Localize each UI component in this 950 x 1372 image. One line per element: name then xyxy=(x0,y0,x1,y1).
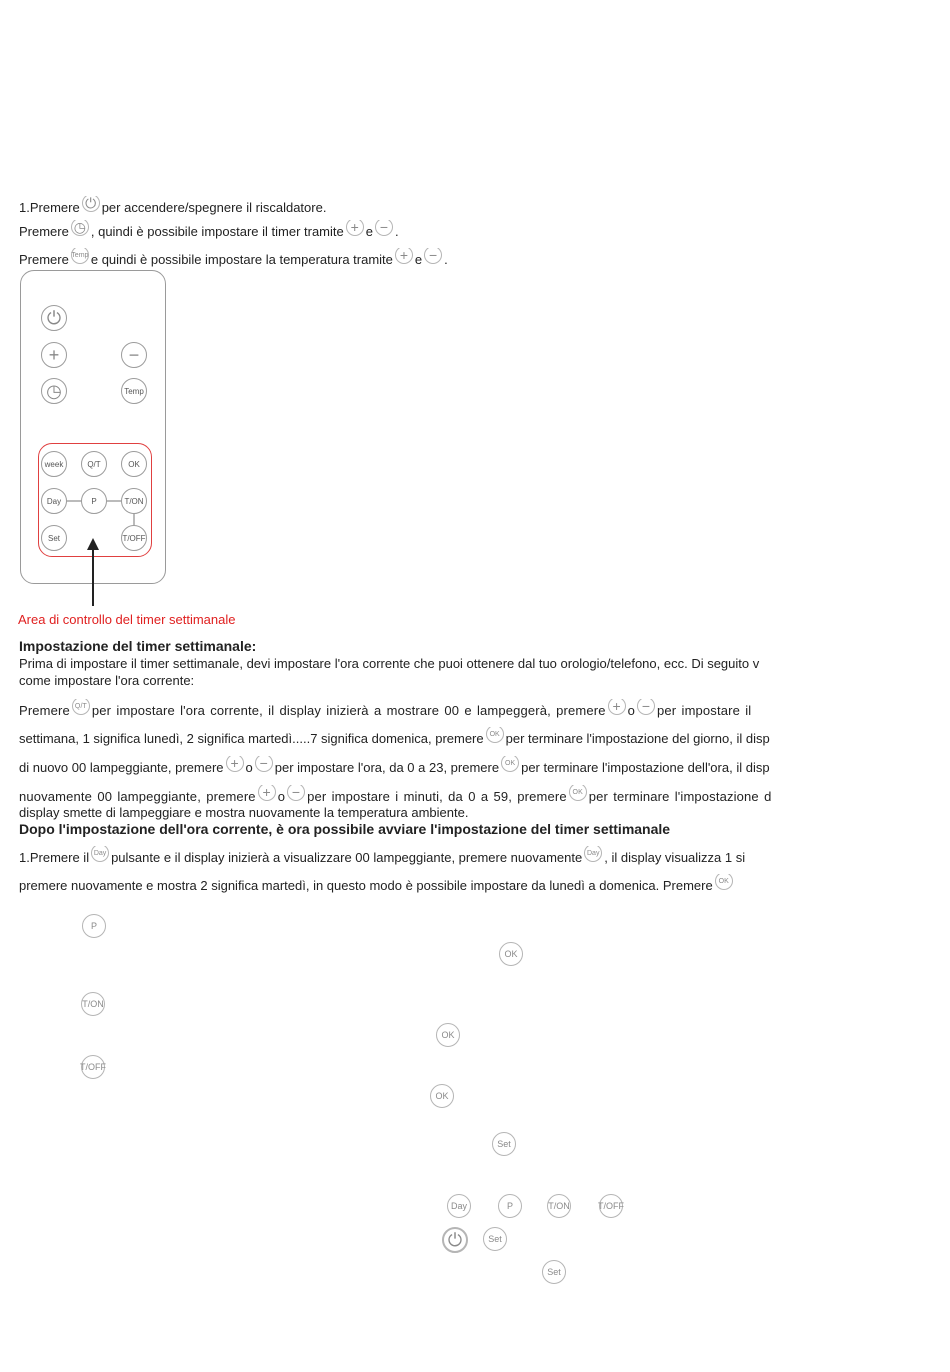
plus-icon: + xyxy=(226,756,244,772)
p-icon: P xyxy=(82,914,106,938)
body-text: o xyxy=(245,759,253,775)
remote-ok-button: OK xyxy=(121,451,147,477)
intro-text: e xyxy=(414,251,423,267)
intro-text: Premere xyxy=(19,223,69,239)
body-text: pulsante e il display inizierà a visualizzare 00 lampeggiante, premere nuovamente xyxy=(111,849,583,865)
minus-icon: − xyxy=(637,699,655,715)
body-text: premere nuovamente e mostra 2 significa martedì, in questo modo è possibile impostare da lunedì a domenica. Premere xyxy=(19,877,713,893)
toff-icon: T/OFF xyxy=(81,1055,105,1079)
intro-line-1 xyxy=(19,196,326,218)
intro-text: Premere xyxy=(19,251,69,267)
body-text: Prima di impostare il timer settimanale, devi impostare l'ora corrente che puoi ottenere dal tuo orologio/telefono, ecc. Di seguito v xyxy=(19,655,760,671)
plus-icon: + xyxy=(608,699,626,715)
clock-icon: ◷ xyxy=(71,220,89,236)
intro-text: , quindi è possibile impostare il timer tramite xyxy=(90,223,344,239)
para7-line xyxy=(19,846,845,868)
body-text: per impostare i minuti, da 0 a 59, premere xyxy=(307,788,567,804)
set-icon: Set xyxy=(483,1227,507,1251)
section-heading-2: Dopo l'impostazione dell'ora corrente, è ora possibile avviare l'impostazione del timer settimanale xyxy=(19,821,671,837)
body-text: 1.Premere il xyxy=(19,849,90,865)
remote-temp-button: Temp xyxy=(121,378,147,404)
para2-line xyxy=(19,699,845,721)
body-text: per impostare il xyxy=(657,702,752,718)
body-text: nuovamente 00 lampeggiante, premere xyxy=(19,788,256,804)
remote-p-button: P xyxy=(81,488,107,514)
para1-line2 xyxy=(19,669,845,691)
qt-icon: Q/T xyxy=(72,699,90,715)
intro-line-2 xyxy=(19,220,399,242)
p-icon: P xyxy=(498,1194,522,1218)
remote-ton-button: T/ON xyxy=(121,488,147,514)
day-icon: Day xyxy=(584,846,602,862)
ok-icon: OK xyxy=(436,1023,460,1047)
body-text: , il display visualizza 1 si xyxy=(604,849,746,865)
arrow-line xyxy=(92,548,94,606)
day-icon: Day xyxy=(91,846,109,862)
intro-text: 1.Premere xyxy=(19,199,80,215)
power-icon: ⏻ xyxy=(82,196,100,212)
intro-text: e quindi è possibile impostare la temperatura tramite xyxy=(90,251,393,267)
body-text: o xyxy=(277,788,286,804)
body-text: per impostare l'ora corrente, il display inizierà a mostrare 00 e lampeggerà, premere xyxy=(91,702,606,718)
temp-icon: Temp xyxy=(71,248,89,264)
para4-line xyxy=(19,756,845,778)
remote-week-button: week xyxy=(41,451,67,477)
toff-icon: T/OFF xyxy=(599,1194,623,1218)
ok-icon: OK xyxy=(715,874,733,890)
section-heading: Impostazione del timer settimanale: xyxy=(19,638,257,654)
plus-icon: + xyxy=(346,220,364,236)
intro-text: per accendere/spegnere il riscaldatore. xyxy=(101,199,327,215)
connector-line xyxy=(133,513,135,525)
ok-icon: OK xyxy=(569,785,587,801)
body-text: per terminare l'impostazione d xyxy=(588,788,772,804)
body-text: per terminare l'impostazione del giorno, il disp xyxy=(505,730,770,746)
remote-toff-button: T/OFF xyxy=(121,525,147,551)
para6-line xyxy=(19,801,845,823)
body-text: settimana, 1 significa lunedì, 2 significa martedì.....7 significa domenica, premere xyxy=(19,730,484,746)
set-icon: Set xyxy=(542,1260,566,1284)
remote-day-button: Day xyxy=(41,488,67,514)
ok-icon: OK xyxy=(499,942,523,966)
connector-line xyxy=(107,500,121,502)
minus-icon: − xyxy=(255,756,273,772)
day-icon: Day xyxy=(447,1194,471,1218)
ton-icon: T/ON xyxy=(547,1194,571,1218)
plus-icon: + xyxy=(258,785,276,801)
ton-icon: T/ON xyxy=(81,992,105,1016)
body-text: come impostare l'ora corrente: xyxy=(19,672,195,688)
intro-line-3 xyxy=(19,248,448,270)
remote-power-button: ⏻ xyxy=(41,305,67,331)
remote-clock-button: ◷ xyxy=(41,378,67,404)
set-icon: Set xyxy=(492,1132,516,1156)
body-text: o xyxy=(627,702,636,718)
remote-qt-button: Q/T xyxy=(81,451,107,477)
remote-plus-button: + xyxy=(41,342,67,368)
minus-icon: − xyxy=(375,220,393,236)
intro-text: . xyxy=(394,223,399,239)
para3-line xyxy=(19,727,845,749)
ok-icon: OK xyxy=(430,1084,454,1108)
body-text: Premere xyxy=(19,702,70,718)
power-icon: ⏻ xyxy=(442,1227,468,1253)
para8-line xyxy=(19,874,845,896)
minus-icon: − xyxy=(287,785,305,801)
body-text: per terminare l'impostazione dell'ora, il disp xyxy=(521,759,770,775)
ok-icon: OK xyxy=(501,756,519,772)
body-text: display smette di lampeggiare e mostra nuovamente la temperatura ambiente. xyxy=(19,804,469,820)
remote-minus-button: − xyxy=(121,342,147,368)
intro-text: . xyxy=(444,251,448,267)
remote-control-illustration xyxy=(20,270,166,584)
ok-icon: OK xyxy=(486,727,504,743)
plus-icon: + xyxy=(395,248,413,264)
body-text: di nuovo 00 lampeggiante, premere xyxy=(19,759,224,775)
remote-set-button: Set xyxy=(41,525,67,551)
remote-caption: Area di controllo del timer settimanale xyxy=(18,612,236,627)
body-text: per impostare l'ora, da 0 a 23, premere xyxy=(274,759,500,775)
intro-text: e xyxy=(365,223,373,239)
minus-icon: − xyxy=(424,248,442,264)
